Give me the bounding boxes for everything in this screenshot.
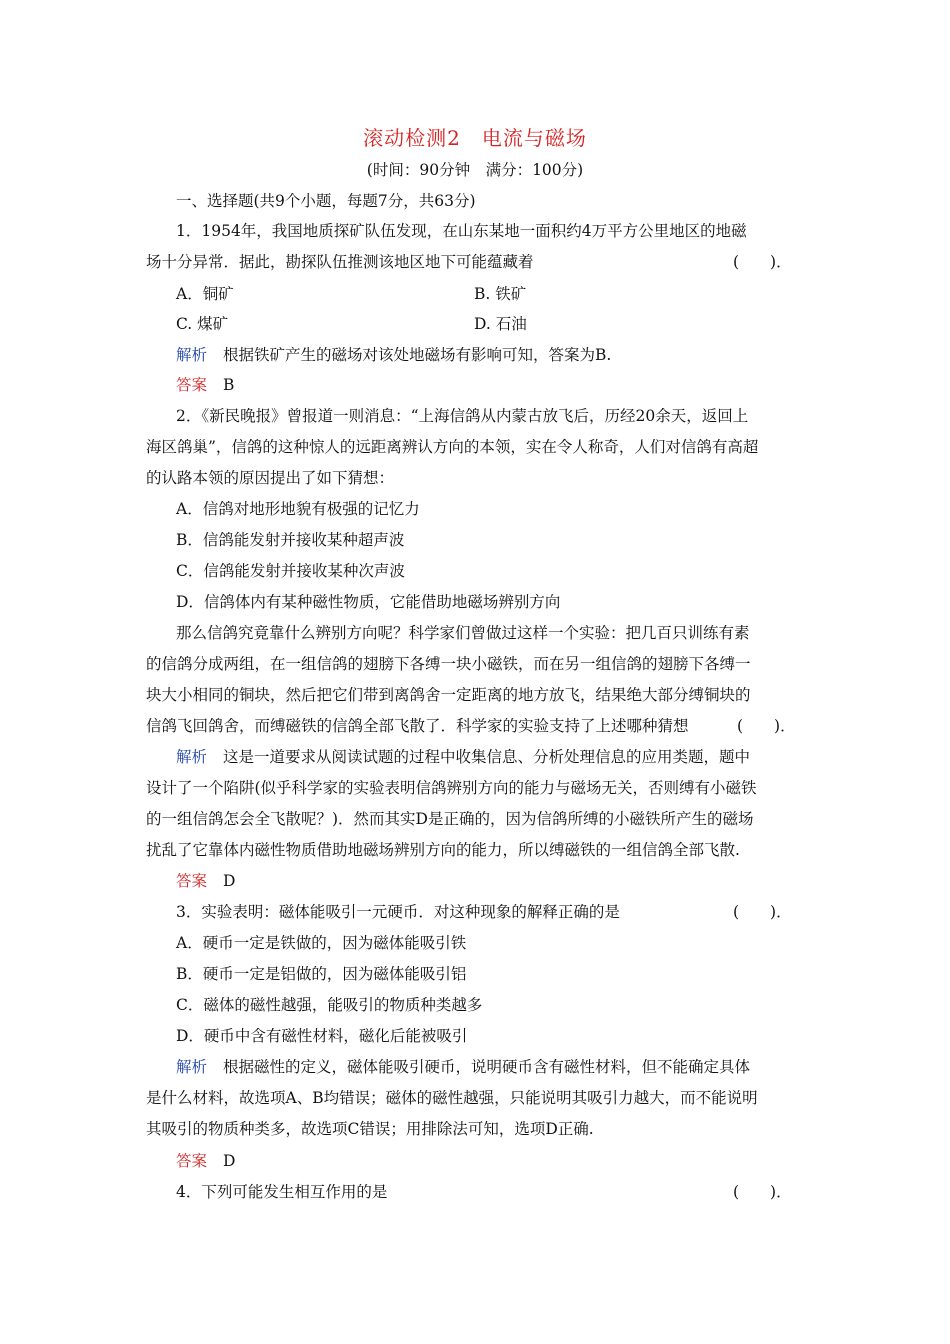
q2-para-line1: 那么信鸽究竟靠什么辨别方向呢？科学家们曾做过这样一个实验：把几百只训练有素: [176, 624, 750, 642]
q2-option-d: D．信鸽体内有某种磁性物质，它能借助地磁场辨别方向: [176, 593, 561, 611]
q3-option-d: D．硬币中含有磁性材料，磁化后能被吸引: [176, 1027, 468, 1045]
q1-line2: 场十分异常．据此，勘探队伍推测该地区地下可能蕴藏着: [146, 253, 534, 271]
q1-answer-paren: ( )．: [733, 253, 792, 271]
q1-option-b: B. 铁矿: [474, 285, 527, 303]
q2-analysis-text1: 这是一道要求从阅读试题的过程中收集信息、分析处理信息的应用类题，题中: [223, 748, 751, 766]
page-title: 滚动检测2 电流与磁场: [363, 126, 587, 150]
q1-analysis-text: 根据铁矿产生的磁场对该处地磁场有影响可知，答案为B.: [223, 346, 612, 364]
q2-analysis-line3: 的一组信鸽怎会全飞散呢？)．然而其实D是正确的，因为信鸽所缚的小磁铁所产生的磁场: [146, 810, 754, 828]
q2-answer: [176, 870, 235, 892]
q3-option-c: C．磁体的磁性越强，能吸引的物质种类越多: [176, 996, 483, 1014]
q3-analysis-line2: 是什么材料，故选项A、B均错误；磁体的磁性越强，只能说明其吸引力越大，而不能说明: [146, 1089, 758, 1107]
q3-option-a: A．硬币一定是铁做的，因为磁体能吸引铁: [176, 934, 467, 952]
q2-line3: 的认路本领的原因提出了如下猜想：: [146, 469, 395, 487]
q3-analysis-line1: [176, 1056, 750, 1078]
q2-answer-value: D: [223, 872, 236, 890]
page-subtitle: (时间：90分钟 满分：100分): [366, 161, 584, 179]
q2-para-line3: 块大小相同的铜块，然后把它们带到离鸽舍一定距离的地方放飞，结果绝大部分缚铜块的: [146, 686, 751, 704]
q4-answer-paren: ( )．: [733, 1183, 792, 1201]
q2-line2: 海区鸽巢”，信鸽的这种惊人的远距离辨认方向的本领，实在令人称奇，人们对信鸽有高超: [146, 438, 759, 456]
q1-answer-value: B: [223, 376, 235, 394]
q2-answer-paren: ( )．: [737, 717, 796, 735]
q3-answer-paren: ( )．: [733, 903, 792, 921]
q2-para-line2: 的信鸽分成两组，在一组信鸽的翅膀下各缚一块小磁铁，而在另一组信鸽的翅膀下各缚一: [146, 655, 751, 673]
answer-label: 答案: [176, 376, 208, 394]
q3-line1: 3．实验表明：磁体能吸引一元硬币．对这种现象的解释正确的是: [176, 903, 620, 921]
q2-option-c: C．信鸽能发射并接收某种次声波: [176, 562, 405, 580]
q3-answer-value: D: [223, 1152, 236, 1170]
q2-analysis-line4: 扰乱了它靠体内磁性物质借助地磁场辨别方向的能力，所以缚磁铁的一组信鸽全部飞散.: [146, 841, 740, 859]
analysis-label: 解析: [176, 748, 208, 766]
q1-answer: [176, 374, 234, 396]
q1-option-d: D. 石油: [474, 315, 527, 333]
q3-answer: [176, 1150, 235, 1172]
q1-line1: 1．1954年，我国地质探矿队伍发现，在山东某地一面积约4万平方公里地区的地磁: [176, 222, 747, 240]
q3-analysis-line3: 其吸引的物质种类多，故选项C错误；用排除法可知，选项D正确.: [146, 1120, 594, 1138]
q2-line1: 2．《新民晚报》曾报道一则消息：“上海信鸽从内蒙古放飞后，历经20余天，返回上: [176, 407, 749, 425]
q2-analysis-line1: [176, 746, 750, 768]
q1-option-a: A．铜矿: [176, 285, 234, 303]
q1-analysis: [176, 344, 611, 366]
q2-option-b: B．信鸽能发射并接收某种超声波: [176, 531, 405, 549]
q2-para-line4: 信鸽飞回鸽舍，而缚磁铁的信鸽全部飞散了．科学家的实验支持了上述哪种猜想: [146, 717, 689, 735]
answer-label: 答案: [176, 872, 208, 890]
q2-analysis-line2: 设计了一个陷阱(似乎科学家的实验表明信鸽辨别方向的能力与磁场无关，否则缚有小磁铁: [146, 779, 757, 797]
q3-analysis-text1: 根据磁性的定义，磁体能吸引硬币，说明硬币含有磁性材料，但不能确定具体: [223, 1058, 751, 1076]
q3-option-b: B．硬币一定是铝做的，因为磁体能吸引铝: [176, 965, 467, 983]
q4-line1: 4．下列可能发生相互作用的是: [176, 1183, 388, 1201]
analysis-label: 解析: [176, 1058, 208, 1076]
q2-option-a: A．信鸽对地形地貌有极强的记忆力: [176, 500, 420, 518]
analysis-label: 解析: [176, 346, 208, 364]
answer-label: 答案: [176, 1152, 208, 1170]
section-heading: 一、选择题(共9个小题，每题7分，共63分): [176, 192, 476, 210]
q1-option-c: C. 煤矿: [176, 315, 229, 333]
